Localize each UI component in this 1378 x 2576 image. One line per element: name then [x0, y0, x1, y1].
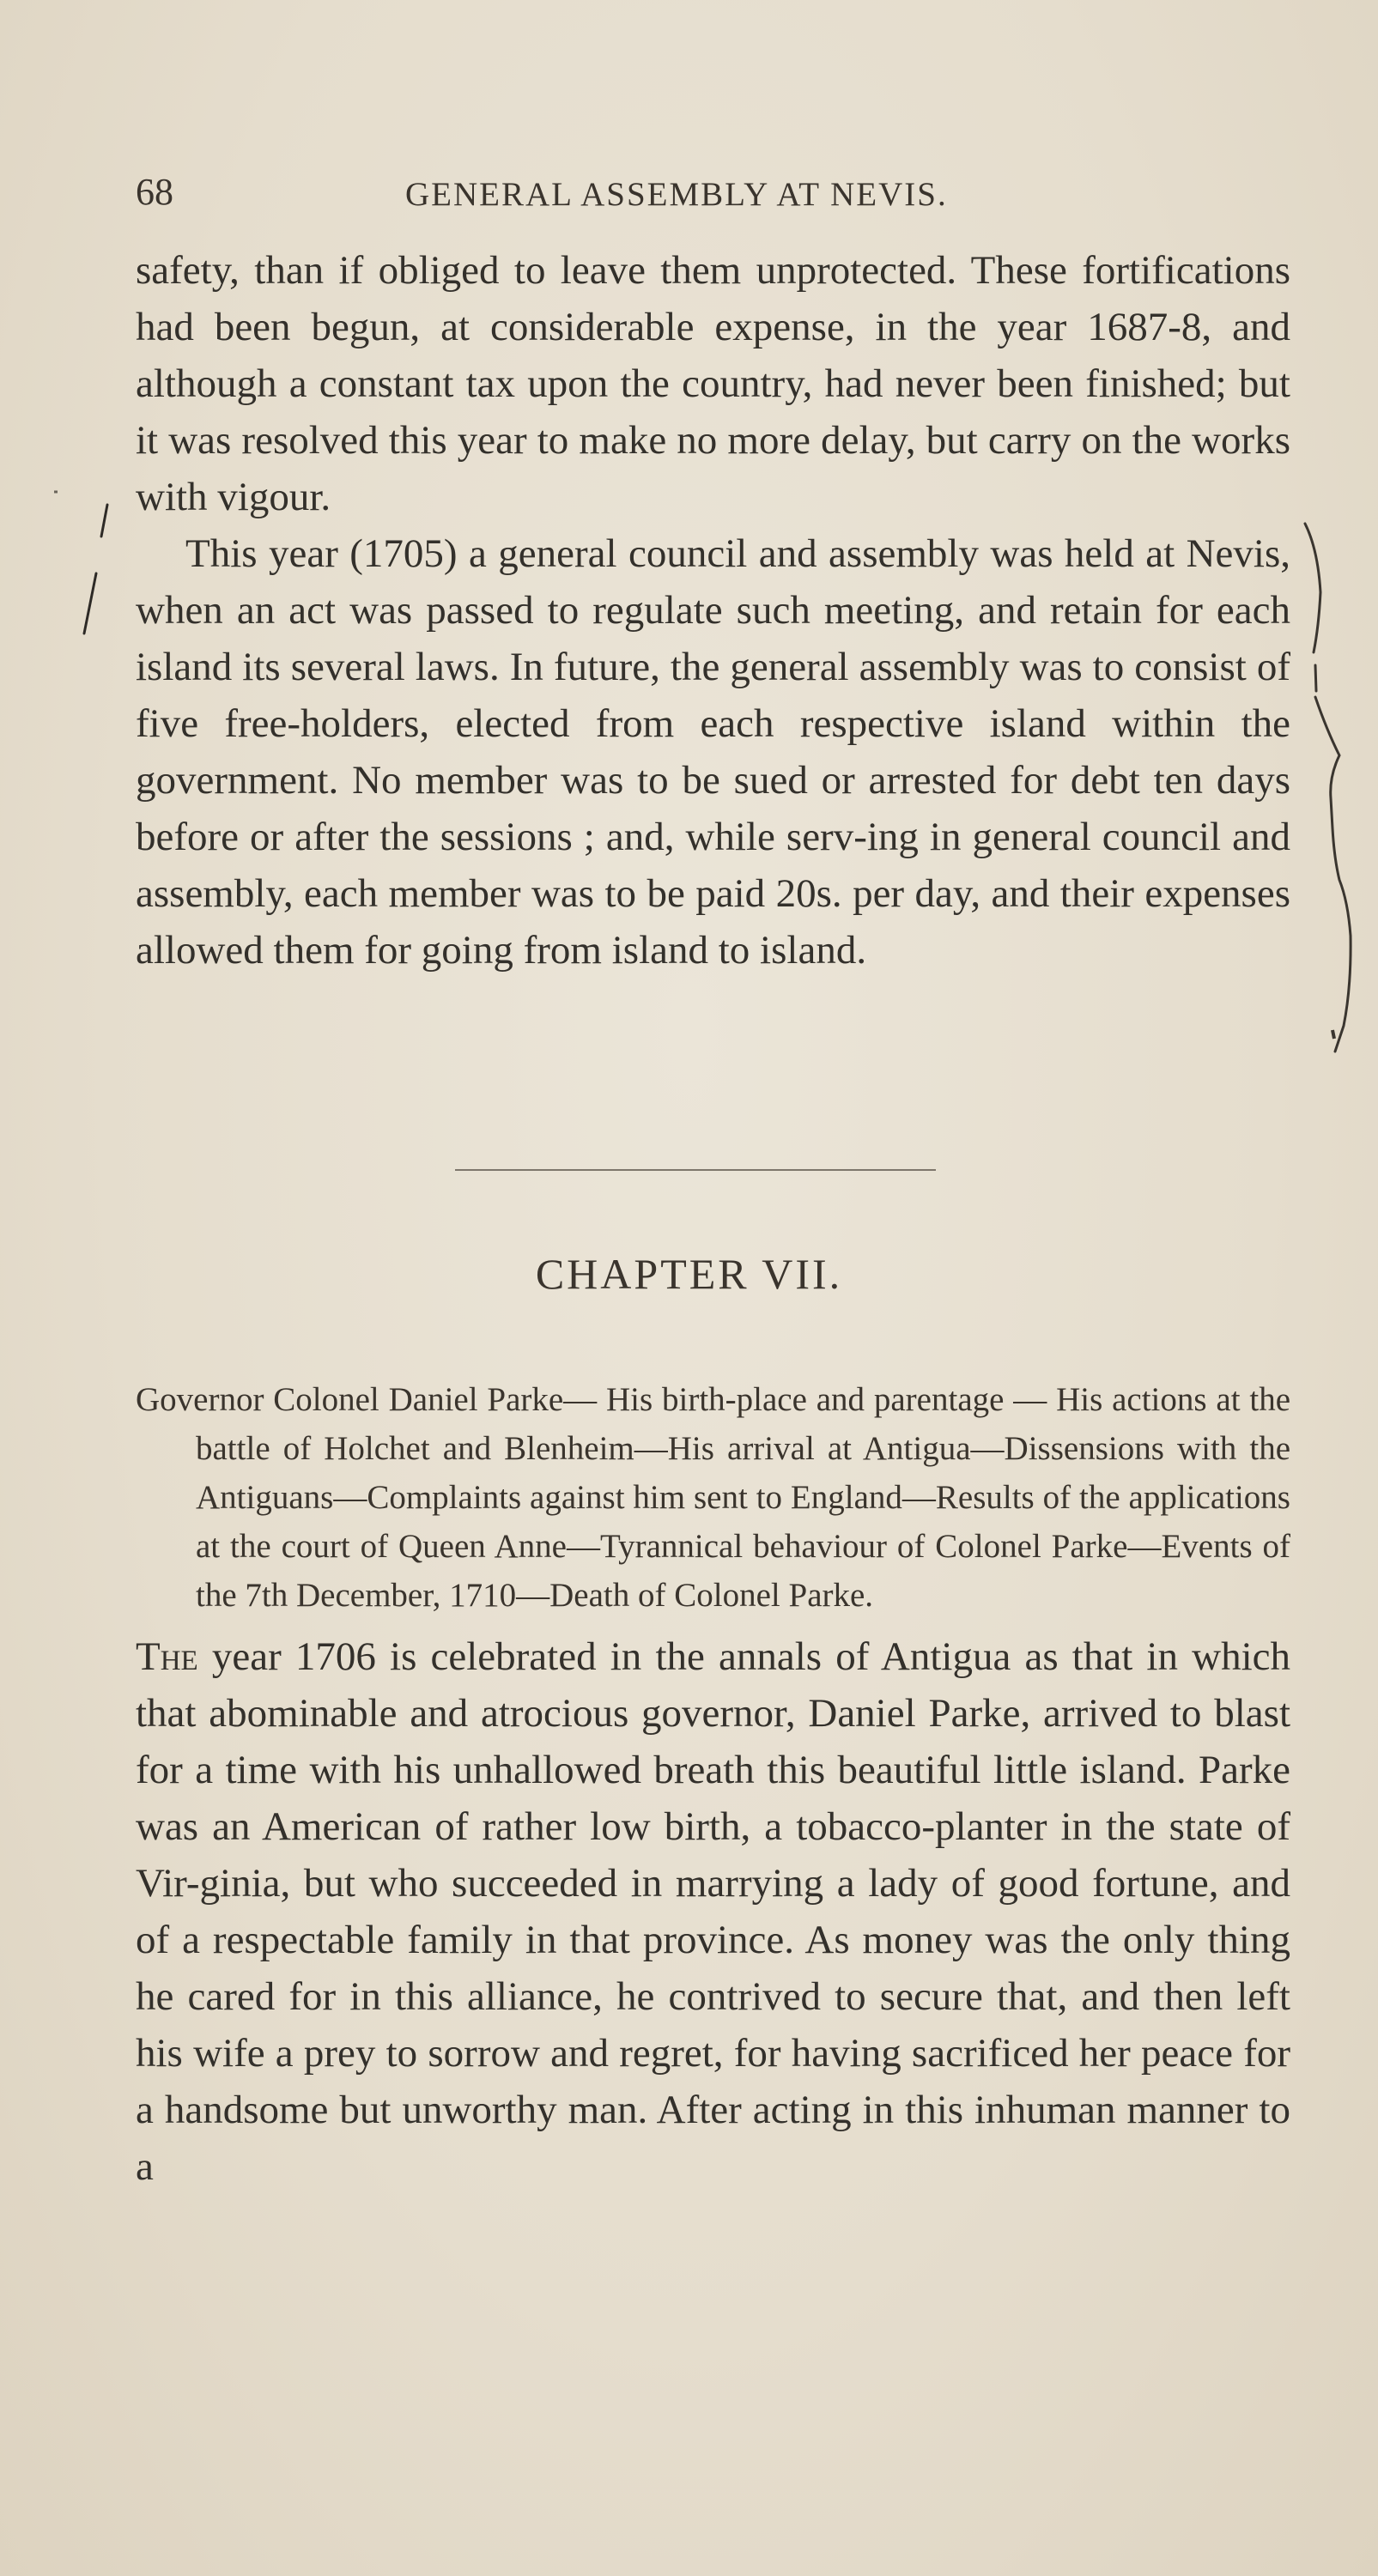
paragraph-continuation: safety, than if obliged to leave them unprotected. These fortifications had been begun, at considerable expense, in the year 1687-8, and although a constant tax upon the country, had never been finished; but it was resolved this year to make no more delay, but carry on the works with vigour. [136, 248, 1290, 519]
paragraph-lead-word: The [136, 1634, 198, 1679]
running-head-title: GENERAL ASSEMBLY AT NEVIS. [405, 176, 948, 213]
paragraph-1705-assembly: This year (1705) a general council and assembly was held at Nevis, when an act was passed to regulate such meeting, and retain for each island its several laws. In future, the general assembly was to consist of five free-holders, elected from each respective island within the government. No member was to be sued or arrested for debt ten days before or after the sessions ; and, while serv-ing in general council and assembly, each member was to be paid 20s. per day, and their expenses allowed them for going from island to island. [136, 531, 1290, 973]
left-margin-pencil-mark [84, 505, 107, 633]
section-divider-rule [455, 1169, 936, 1171]
paragraph-daniel-parke [136, 1628, 1290, 2195]
right-margin-tick [1332, 1030, 1334, 1039]
chapter-synopsis: Governor Colonel Daniel Parke— His birth-place and parentage — His actions at the battle of Holchet and Blenheim—His arrival at Antigua—Dissensions with the Antiguans—Complaints against him sent to England—Results of the applications at the court of Queen Anne—Tyrannical behaviour of Colonel Parke—Events of the 7th December, 1710—Death of Colonel Parke. [136, 1381, 1290, 1614]
page-number: 68 [136, 171, 173, 213]
paragraph-general-assembly [136, 242, 1290, 979]
paragraph-body: year 1706 is celebrated in the annals of Antigua as that in which that abominable and atrocious governor, Daniel Parke, arrived to blast for a time with his unhallowed breath this beautiful little island. Parke was an American of rather low birth, a tobacco-planter in the state of Vir-ginia, but who succeeded in marrying a lady of good fortune, and of a respectable family in that province. As money was the only thing he cared for in this alliance, he contrived to secure that, and then left his wife a prey to sorrow and regret, for having sacrificed her peace for a handsome but unworthy man. After acting in this inhuman manner to a [136, 1634, 1290, 2189]
chapter-heading: CHAPTER VII. [535, 1250, 843, 1298]
paragraph-daniel-parke-text [136, 1628, 1290, 2195]
running-head [136, 170, 1295, 221]
right-margin-pencil-bracket [1305, 524, 1351, 1052]
